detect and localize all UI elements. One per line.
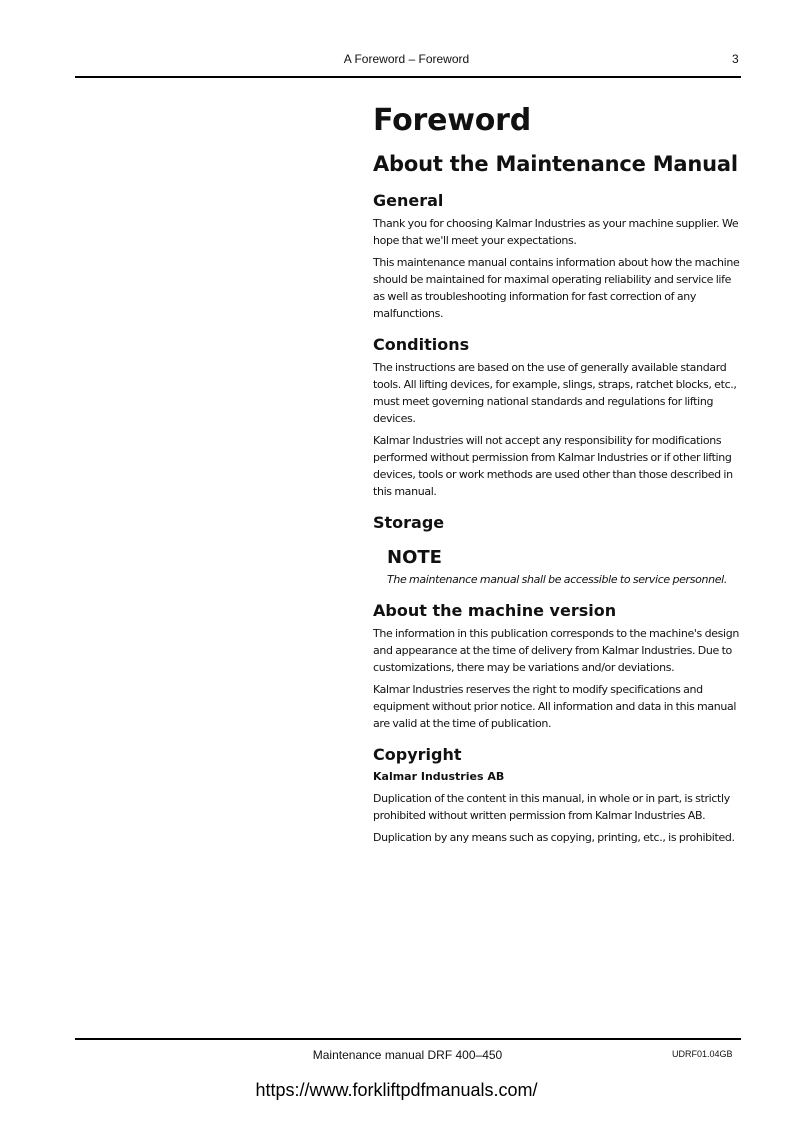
section-heading-storage: Storage [373,513,445,532]
section-conditions [373,334,741,500]
section-general [373,190,741,322]
page-title: Foreword [373,103,532,138]
note-box [387,546,741,588]
paragraph: Thank you for choosing Kalmar Industries as your machine supplier. We hope that we'll meet your expectations. [373,217,739,247]
document-code: UDRF01.04GB [672,1049,733,1059]
paragraph: Duplication by any means such as copying, printing, etc., is prohibited. [373,831,735,844]
paragraph: Kalmar Industries will not accept any responsibility for modifications performed without permission from Kalmar Industries or if other lifting devices, tools or work methods are used other than those described in this manual. [373,434,733,498]
note-title: NOTE [387,547,442,568]
main-content [373,102,741,851]
section-copyright [373,744,741,846]
section-heading-copyright: Copyright [373,745,462,764]
paragraph: Kalmar Industries reserves the right to modify specifications and equipment without prior notice. All information and data in this manual are valid at the time of publication. [373,683,737,730]
section-heading-general: General [373,191,444,210]
paragraph: The information in this publication corresponds to the machine's design and appearance at the time of delivery from Kalmar Industries. Due to customizations, there may be variations and/or deviations. [373,627,739,674]
header-title: A Foreword – Foreword [343,52,470,66]
source-url: https://www.forkliftpdfmanuals.com/ [255,1080,538,1100]
note-text: The maintenance manual shall be accessible to service personnel. [387,573,727,586]
company-name: Kalmar Industries AB [373,770,505,783]
paragraph: Duplication of the content in this manual, in whole or in part, is strictly prohibited without written permission from Kalmar Industries AB. [373,792,730,822]
paragraph: The instructions are based on the use of generally available standard tools. All lifting devices, for example, slings, straps, ratchet blocks, etc., must meet governing national standards and regulations for lifting devices. [373,361,737,425]
footer-title: Maintenance manual DRF 400–450 [312,1048,503,1062]
paragraph: This maintenance manual contains information about how the machine should be maintained for maximal operating reliability and service life as well as troubleshooting information for fast correction of any malfunctions. [373,256,740,320]
page-subtitle: About the Maintenance Manual [373,152,738,176]
section-heading-conditions: Conditions [373,335,470,354]
header-divider [75,76,741,78]
section-storage [373,512,741,588]
section-heading-machine-version: About the machine version [373,601,617,620]
footer-divider [75,1038,741,1040]
page-number: 3 [732,52,739,66]
section-machine-version [373,600,741,732]
